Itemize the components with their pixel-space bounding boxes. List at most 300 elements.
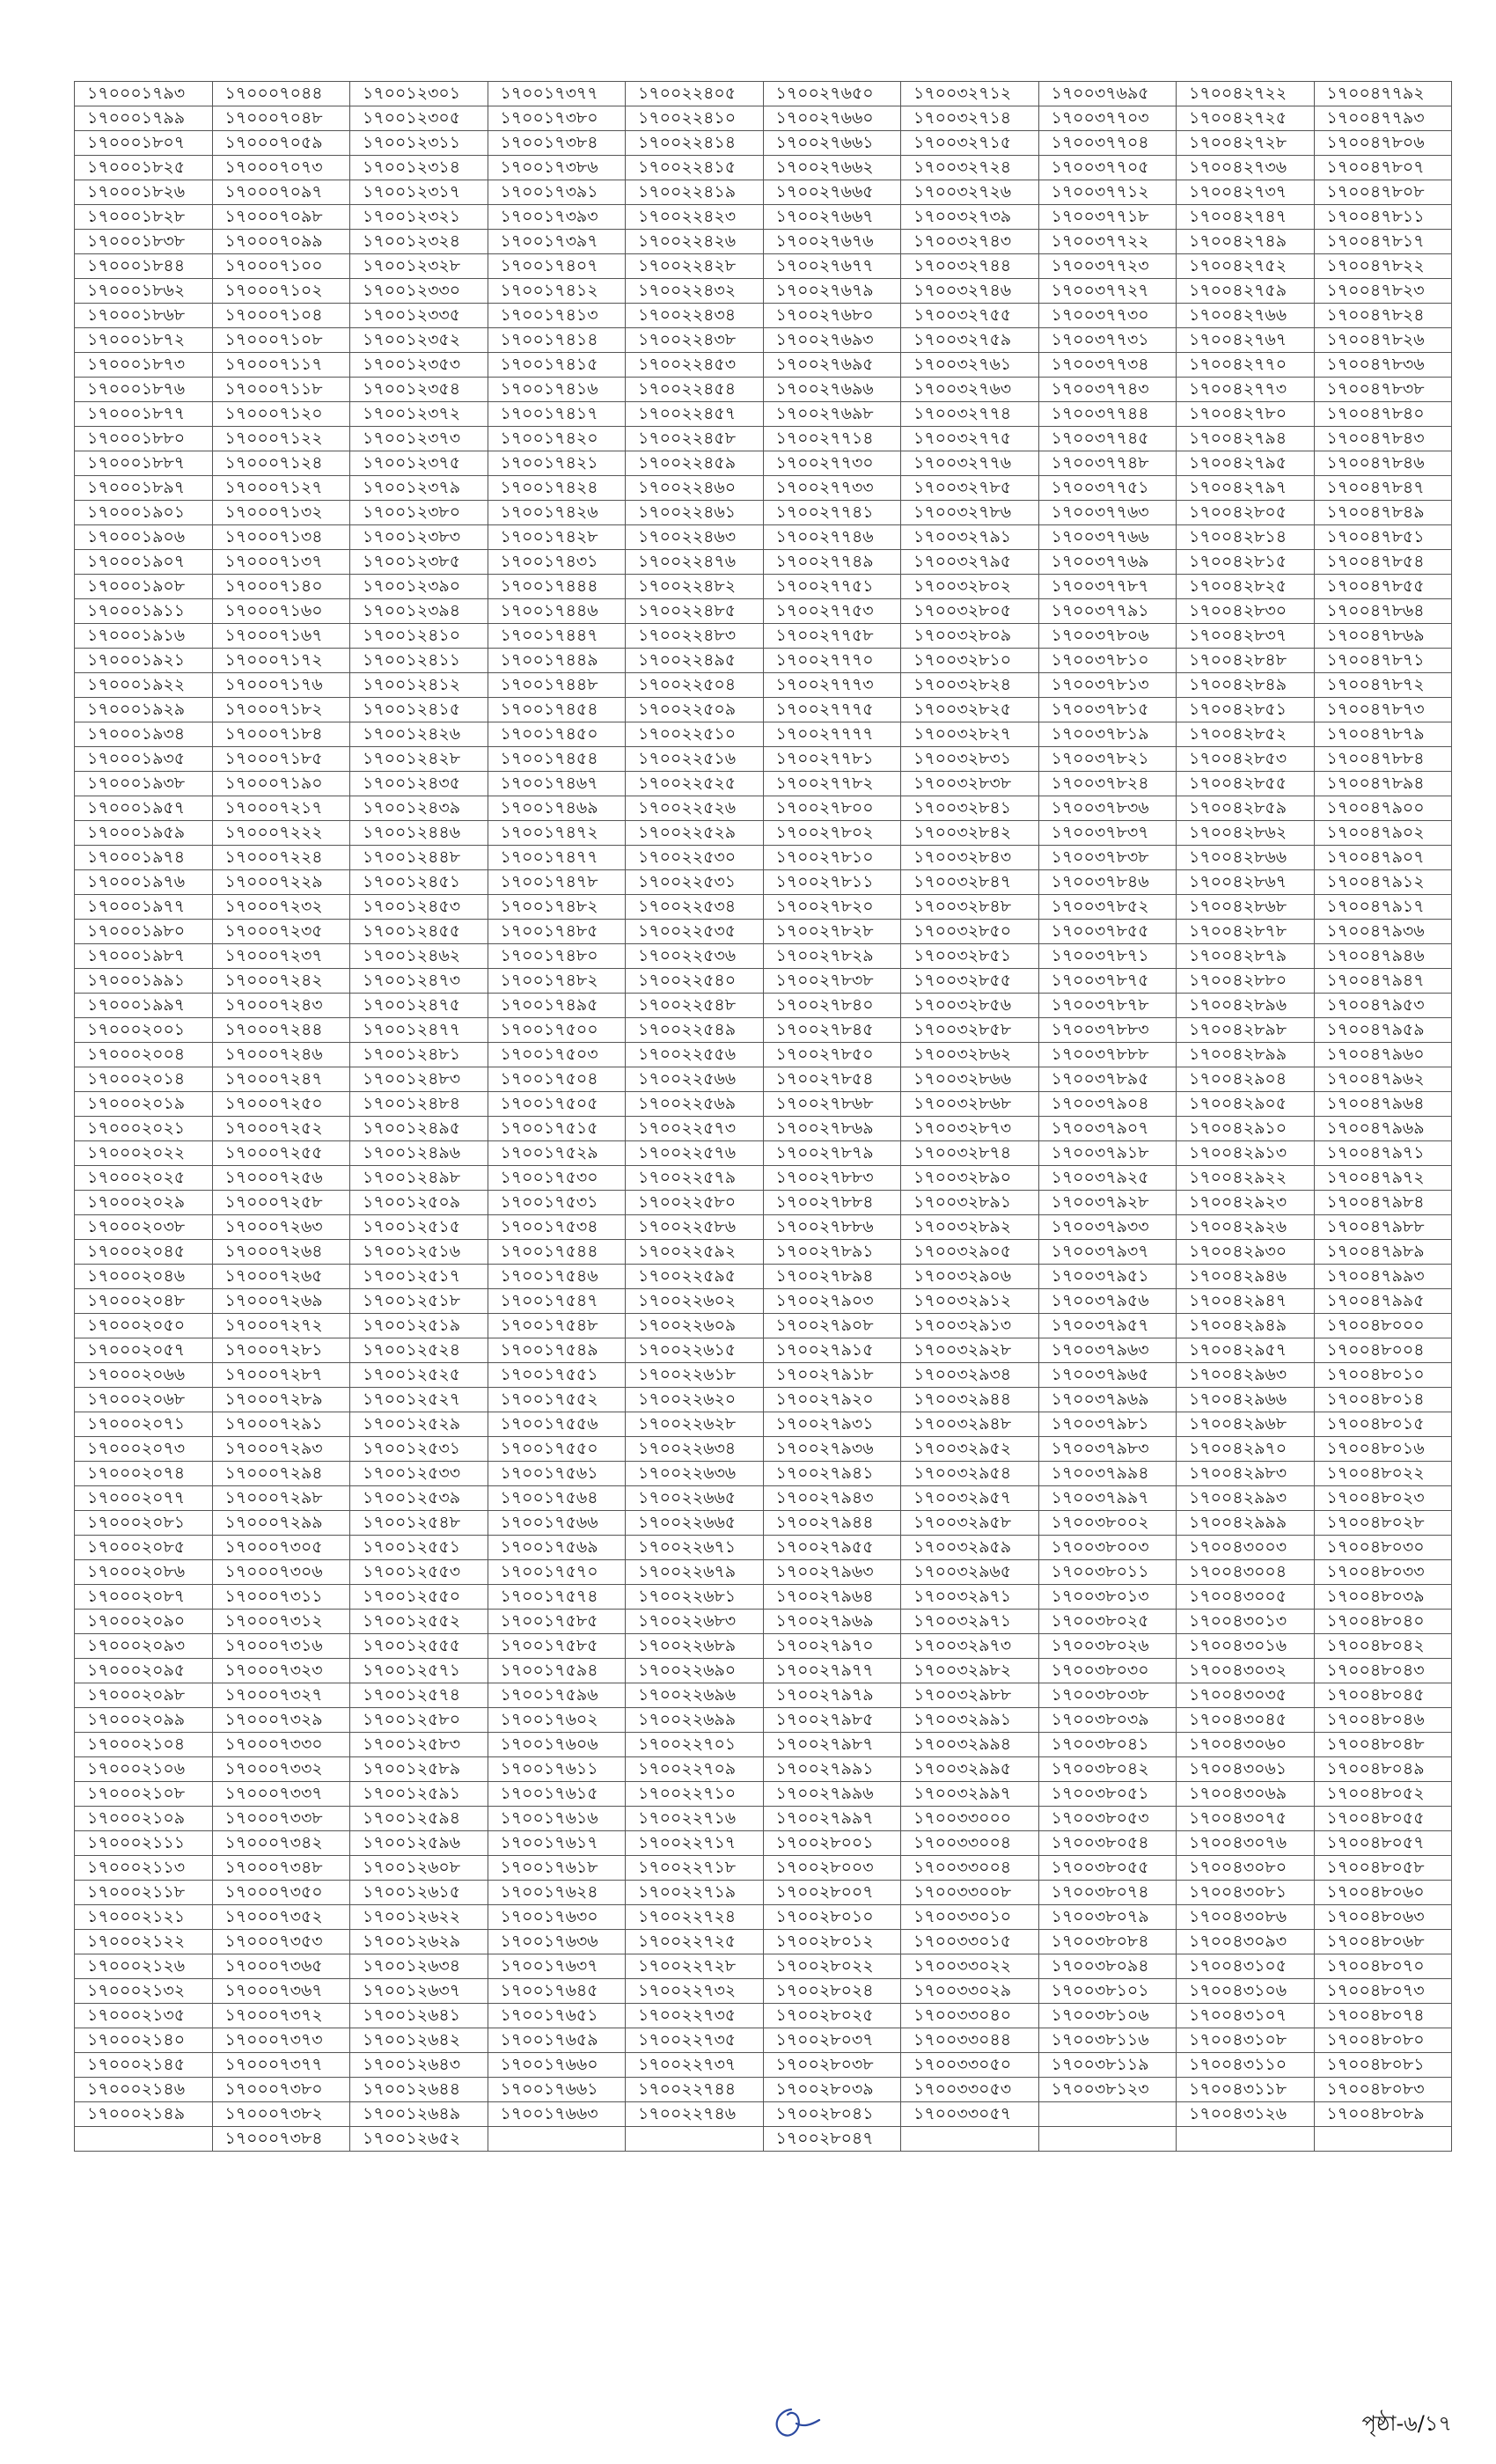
- roll-number-cell: ১৭০০৩৭৮২৪: [1038, 772, 1177, 796]
- roll-number-cell: ১৭০০৩২৭৭৪: [901, 402, 1039, 427]
- roll-number-cell: ১৭০০০৭১৩৪: [212, 525, 350, 550]
- roll-number-cell: ১৭০০২২৭১৯: [626, 1881, 764, 1905]
- roll-number-cell: ১৭০০১২৪২৮: [350, 747, 488, 772]
- roll-number-cell: ১৭০০২২৫০৯: [626, 698, 764, 722]
- roll-number-cell: ১৭০০৩৭৯৩৭: [1038, 1240, 1177, 1265]
- roll-number-cell: ১৭০০৪৮০৭০: [1314, 1954, 1452, 1979]
- roll-number-cell: ১৭০০২৭৮৪০: [763, 994, 901, 1018]
- roll-number-cell: ১৭০০২২৫৪০: [626, 969, 764, 994]
- roll-number-cell: ১৭০০৩২৮৩৮: [901, 772, 1039, 796]
- roll-number-cell: ১৭০০২২৪২৩: [626, 205, 764, 230]
- roll-number-cell: ১৭০০২২৪২৮: [626, 254, 764, 279]
- roll-number-cell: ১৭০০৪২৭৫২: [1177, 254, 1315, 279]
- roll-number-cell: ১৭০০১৭৬৩০: [488, 1905, 626, 1930]
- roll-number-cell: ১৭০০০২০২৯: [75, 1191, 213, 1215]
- table-row: [75, 2028, 1452, 2053]
- roll-number-cell: ১৭০০২২৫৪৮: [626, 994, 764, 1018]
- roll-number-cell: ১৭০০০৭০৭৩: [212, 156, 350, 180]
- roll-number-cell: ১৭০০১৭৪৭৮: [488, 870, 626, 895]
- roll-number-cell: ১৭০০৩৭৭৩৪: [1038, 353, 1177, 378]
- roll-number-cell: ১৭০০০৭১০২: [212, 279, 350, 304]
- roll-number-cell: ১৭০০০২০৯৯: [75, 1708, 213, 1733]
- roll-number-cell: ১৭০০৩৭৯০৪: [1038, 1092, 1177, 1117]
- roll-number-cell: ১৭০০২৭৯৬৯: [763, 1610, 901, 1634]
- roll-number-cell: ১৭০০২২৪৩৮: [626, 328, 764, 353]
- roll-number-cell: ১৭০০৩২৮৫৮: [901, 1018, 1039, 1043]
- roll-number-cell: ১৭০০২২৪১৯: [626, 180, 764, 205]
- roll-number-cell: ১৭০০২২৪৫৮: [626, 427, 764, 451]
- roll-number-cell: ১৭০০৪৮০৪৯: [1314, 1757, 1452, 1782]
- roll-number-cell: ১৭০০২২৪৭৬: [626, 550, 764, 575]
- table-row: [75, 673, 1452, 698]
- roll-number-cell: ১৭০০৪৩০৬৯: [1177, 1782, 1315, 1807]
- roll-number-cell: ১৭০০০৭২৬৫: [212, 1265, 350, 1289]
- roll-number-cell: ১৭০০৩২৯৭১: [901, 1585, 1039, 1610]
- roll-number-cell: ১৭০০১৭৪৬৭: [488, 772, 626, 796]
- roll-number-cell: ১৭০০২৭৯৯১: [763, 1757, 901, 1782]
- roll-number-cell: ১৭০০৩৩০০৪: [901, 1856, 1039, 1881]
- roll-number-cell: ১৭০০১২৪৪৬: [350, 821, 488, 846]
- roll-number-cell: ১৭০০১৭৪২৮: [488, 525, 626, 550]
- roll-number-cell: ১৭০০৩২৭৭৫: [901, 427, 1039, 451]
- roll-number-cell: ১৭০০৪৮০১৪: [1314, 1388, 1452, 1412]
- roll-number-cell: ১৭০০১২৫১৮: [350, 1289, 488, 1314]
- roll-number-cell: ১৭০০৩২৯৫২: [901, 1437, 1039, 1462]
- roll-number-cell: ১৭০০১৭৫২৯: [488, 1141, 626, 1166]
- roll-number-cell: ১৭০০৪৭৯৬৪: [1314, 1092, 1452, 1117]
- roll-number-cell: ১৭০০৩৭৭৪৮: [1038, 451, 1177, 476]
- roll-number-cell: ১৭০০২৭৭৩০: [763, 451, 901, 476]
- table-row: [75, 2004, 1452, 2028]
- roll-number-cell: ১৭০০০৭০৯৭: [212, 180, 350, 205]
- roll-number-cell: ১৭০০১৭৪৮২: [488, 895, 626, 920]
- roll-number-cell: ১৭০০০১৯২২: [75, 673, 213, 698]
- roll-number-cell: ১৭০০৪৭৯৯৫: [1314, 1289, 1452, 1314]
- roll-number-cell: ১৭০০৪২৯৮৩: [1177, 1462, 1315, 1486]
- roll-number-cell: ১৭০০৩২৯৩৪: [901, 1363, 1039, 1388]
- roll-number-cell: ১৭০০২২৫৯৫: [626, 1265, 764, 1289]
- roll-number-cell: ১৭০০২২৪৯৫: [626, 649, 764, 673]
- roll-number-cell: ১৭০০২২৫২৯: [626, 821, 764, 846]
- roll-number-cell: ১৭০০৪৭৮১৭: [1314, 230, 1452, 254]
- roll-number-cell: ১৭০০০১৮৩৮: [75, 230, 213, 254]
- roll-number-cell: ১৭০০৪২৮৪৯: [1177, 673, 1315, 698]
- table-row: [75, 1659, 1452, 1683]
- roll-number-cell: ১৭০০২২৫১০: [626, 722, 764, 747]
- roll-number-cell: ১৭০০০৭৩৩০: [212, 1733, 350, 1757]
- roll-number-cell: ১৭০০২৭৯৯৭: [763, 1807, 901, 1831]
- roll-number-cell: ১৭০০১২৩৭৩: [350, 427, 488, 451]
- roll-number-cell: ১৭০০৪২৭৯৫: [1177, 451, 1315, 476]
- roll-number-cell: ১৭০০৪৩০১৬: [1177, 1634, 1315, 1659]
- signature-mark: [765, 2401, 826, 2441]
- roll-number-cell: ১৭০০৩৭৬৯৫: [1038, 82, 1177, 106]
- roll-number-cell: ১৭০০১২৩৮৩: [350, 525, 488, 550]
- roll-number-cell: ১৭০০৪৭৮৩৮: [1314, 378, 1452, 402]
- roll-number-cell: ১৭০০০১৯০৮: [75, 575, 213, 599]
- table-row: [75, 106, 1452, 131]
- roll-number-cell: ১৭০০১৭৬২৪: [488, 1881, 626, 1905]
- roll-number-cell: ১৭০০৪৩০৬১: [1177, 1757, 1315, 1782]
- table-row: [75, 1954, 1452, 1979]
- roll-number-cell: ১৭০০২৭৭৭৫: [763, 698, 901, 722]
- roll-number-cell: ১৭০০১৭৪১৪: [488, 328, 626, 353]
- roll-number-cell: ১৭০০২৭৯৪১: [763, 1462, 901, 1486]
- roll-number-cell: ১৭০০০৭৩১৬: [212, 1634, 350, 1659]
- roll-number-cell: ১৭০০৪৭৮০৬: [1314, 131, 1452, 156]
- roll-number-cell: ১৭০০১৭৫৫১: [488, 1363, 626, 1388]
- roll-number-cell: ১৭০০০১৮৪৪: [75, 254, 213, 279]
- roll-number-cell: ১৭০০৩৮১২৩: [1038, 2078, 1177, 2102]
- roll-number-cell: ১৭০০০২০৪৮: [75, 1289, 213, 1314]
- table-row: [75, 1930, 1452, 1954]
- roll-number-cell: ১৭০০১২৬৪১: [350, 2004, 488, 2028]
- roll-number-cell: ১৭০০২৮০৩৮: [763, 2053, 901, 2078]
- roll-number-cell: ১৭০০৪২৭৮০: [1177, 402, 1315, 427]
- roll-number-cell: ১৭০০৪৮০১৫: [1314, 1412, 1452, 1437]
- roll-number-cell: ১৭০০২৭৭৫৮: [763, 624, 901, 649]
- table-row: [75, 1240, 1452, 1265]
- roll-number-cell: ১৭০০৩৭৮১৫: [1038, 698, 1177, 722]
- roll-number-cell: ১৭০০৩৩০২২: [901, 1954, 1039, 1979]
- roll-number-cell: ১৭০০১২৬৩৭: [350, 1979, 488, 2004]
- roll-number-cell: ১৭০০৪২৯৩০: [1177, 1240, 1315, 1265]
- roll-number-cell: ১৭০০১৭৪১৬: [488, 378, 626, 402]
- roll-number-cell: ১৭০০৪৮০৩০: [1314, 1536, 1452, 1560]
- roll-number-cell: ১৭০০০১৮৬৮: [75, 304, 213, 328]
- roll-number-cell: ১৭০০৩২৯৯৭: [901, 1782, 1039, 1807]
- roll-number-cell: ১৭০০০৭১১৭: [212, 353, 350, 378]
- roll-number-cell: ১৭০০৪২৯৫৭: [1177, 1338, 1315, 1363]
- roll-number-cell: ১৭০০০১৮৬২: [75, 279, 213, 304]
- roll-number-cell: ১৭০০১২৫৯১: [350, 1782, 488, 1807]
- roll-number-list: [74, 81, 1452, 2152]
- roll-number-cell: ১৭০০২৭৬৬৭: [763, 205, 901, 230]
- roll-number-cell: ১৭০০৩২৭৬৩: [901, 378, 1039, 402]
- roll-number-cell: ১৭০০১৭৫৫৬: [488, 1412, 626, 1437]
- roll-number-cell: ১৭০০৩৮০৪১: [1038, 1733, 1177, 1757]
- roll-number-cell: ১৭০০১৭৫৬৬: [488, 1511, 626, 1536]
- roll-number-cell: ১৭০০১৭৫৭০: [488, 1560, 626, 1585]
- roll-number-cell: ১৭০০২২৫৬৬: [626, 1067, 764, 1092]
- roll-number-cell: ১৭০০৪৮০৮০: [1314, 2028, 1452, 2053]
- roll-number-cell: ১৭০০১৭৪৮৫: [488, 920, 626, 944]
- roll-number-cell: ১৭০০৩৭৮৭৫: [1038, 969, 1177, 994]
- roll-number-cell: ১৭০০৩২৯৫৮: [901, 1511, 1039, 1536]
- roll-number-cell: ১৭০০১৭৫৩১: [488, 1191, 626, 1215]
- roll-number-cell: ১৭০০৩২৮৪৭: [901, 870, 1039, 895]
- roll-number-cell: ১৭০০৪৭৯০০: [1314, 796, 1452, 821]
- table-row: [75, 698, 1452, 722]
- roll-number-cell: ১৭০০০৭০৯৯: [212, 230, 350, 254]
- roll-number-cell: ১৭০০০৭০৪৮: [212, 106, 350, 131]
- roll-number-cell: ১৭০০০২০৯৩: [75, 1634, 213, 1659]
- roll-number-cell: ১৭০০২২৪৫৯: [626, 451, 764, 476]
- roll-number-cell: ১৭০০৪৩০৯৩: [1177, 1930, 1315, 1954]
- roll-number-cell: ১৭০০৩৮১০১: [1038, 1979, 1177, 2004]
- roll-number-cell: ১৭০০৪৩০৭৫: [1177, 1807, 1315, 1831]
- roll-number-cell: ১৭০০২৮০০৩: [763, 1856, 901, 1881]
- roll-number-cell: ১৭০০৩৭৮৩৮: [1038, 846, 1177, 870]
- roll-number-cell: ১৭০০১২৬২২: [350, 1905, 488, 1930]
- roll-number-cell: ১৭০০১৭৩৮০: [488, 106, 626, 131]
- roll-number-cell: ১৭০০০৭২১৭: [212, 796, 350, 821]
- table-row: [75, 1905, 1452, 1930]
- roll-number-cell: ১৭০০৪২৯৯৯: [1177, 1511, 1315, 1536]
- roll-number-cell: ১৭০০০২১৩৫: [75, 2004, 213, 2028]
- roll-number-cell: ১৭০০৪৮০৩৯: [1314, 1585, 1452, 1610]
- roll-number-cell: ১৭০০৪২৭২৫: [1177, 106, 1315, 131]
- roll-number-cell: ১৭০০৩৭৯৯৪: [1038, 1462, 1177, 1486]
- roll-number-cell: ১৭০০৩২৮৪১: [901, 796, 1039, 821]
- roll-number-cell: ১৭০০১২৩৫৩: [350, 353, 488, 378]
- roll-number-cell: ১৭০০০১৯১৬: [75, 624, 213, 649]
- roll-number-cell: [1314, 2127, 1452, 2152]
- roll-number-cell: ১৭০০১৭৩৯৭: [488, 230, 626, 254]
- roll-number-cell: ১৭০০৩৮১১৯: [1038, 2053, 1177, 2078]
- roll-number-cell: ১৭০০৪৮০২৩: [1314, 1486, 1452, 1511]
- roll-number-cell: ১৭০০৩২৭৮৬: [901, 501, 1039, 525]
- roll-number-cell: ১৭০০২৮০০৭: [763, 1881, 901, 1905]
- roll-number-cell: ১৭০০১৭৪৬৯: [488, 796, 626, 821]
- roll-number-cell: ১৭০০০৭০৫৯: [212, 131, 350, 156]
- roll-number-cell: ১৭০০৩২৮৯১: [901, 1191, 1039, 1215]
- roll-number-cell: ১৭০০৪৭৮৩৬: [1314, 353, 1452, 378]
- roll-number-cell: ১৭০০১২৫৩১: [350, 1437, 488, 1462]
- roll-number-cell: ১৭০০০১৯১১: [75, 599, 213, 624]
- table-row: [75, 82, 1452, 106]
- roll-number-cell: ১৭০০০৭২৪৩: [212, 994, 350, 1018]
- roll-number-cell: ১৭০০৩৭৭১২: [1038, 180, 1177, 205]
- roll-number-cell: ১৭০০২৭৮১০: [763, 846, 901, 870]
- roll-number-cell: ১৭০০৪২৯২৬: [1177, 1215, 1315, 1240]
- roll-number-cell: ১৭০০২২৬৭৯: [626, 1560, 764, 1585]
- roll-number-cell: ১৭০০০১৮৭৩: [75, 353, 213, 378]
- roll-number-cell: ১৭০০২২৪৬১: [626, 501, 764, 525]
- roll-number-cell: ১৭০০২৭৯০৩: [763, 1289, 901, 1314]
- roll-number-cell: ১৭০০২৭৬৯৮: [763, 402, 901, 427]
- roll-number-cell: ১৭০০৩৮০২৬: [1038, 1634, 1177, 1659]
- roll-number-cell: ১৭০০৩২৭২৪: [901, 156, 1039, 180]
- table-row: [75, 920, 1452, 944]
- roll-number-cell: [1038, 2102, 1177, 2127]
- roll-number-cell: ১৭০০১২৩৫৪: [350, 378, 488, 402]
- roll-number-cell: ১৭০০২২৪০৫: [626, 82, 764, 106]
- roll-number-cell: ১৭০০০১৯৯৭: [75, 994, 213, 1018]
- roll-number-cell: ১৭০০১৭৪১২: [488, 279, 626, 304]
- roll-number-cell: ১৭০০১২৪৭৫: [350, 994, 488, 1018]
- roll-number-cell: ১৭০০০২০১৪: [75, 1067, 213, 1092]
- roll-number-cell: ১৭০০২৭৮২৮: [763, 920, 901, 944]
- roll-number-cell: ১৭০০১২৪২৬: [350, 722, 488, 747]
- roll-number-cell: ১৭০০২২৪৬৩: [626, 525, 764, 550]
- roll-number-cell: ১৭০০২২৫২৫: [626, 772, 764, 796]
- roll-number-cell: ১৭০০৩২৭৪৩: [901, 230, 1039, 254]
- roll-number-cell: ১৭০০২৭৮০২: [763, 821, 901, 846]
- roll-number-cell: ১৭০০৩২৯৯৪: [901, 1733, 1039, 1757]
- roll-number-cell: ১৭০০০৭২৫৫: [212, 1141, 350, 1166]
- table-row: [75, 230, 1452, 254]
- roll-number-cell: ১৭০০২২৫৩৪: [626, 895, 764, 920]
- roll-number-cell: ১৭০০২৭৯৮৫: [763, 1708, 901, 1733]
- roll-number-cell: ১৭০০০৭৩২৯: [212, 1708, 350, 1733]
- table-row: [75, 870, 1452, 895]
- roll-number-cell: ১৭০০০৭৩৮৪: [212, 2127, 350, 2152]
- roll-number-cell: ১৭০০১২৫১৭: [350, 1265, 488, 1289]
- roll-number-cell: ১৭০০৩২৮৪২: [901, 821, 1039, 846]
- roll-number-cell: ১৭০০৪৭৯৫৩: [1314, 994, 1452, 1018]
- roll-number-cell: ১৭০০১৭৫৯৬: [488, 1683, 626, 1708]
- roll-number-cell: ১৭০০০৭২৫৬: [212, 1166, 350, 1191]
- roll-number-cell: ১৭০০৩৭৯৮১: [1038, 1412, 1177, 1437]
- roll-number-cell: ১৭০০১৭৪৫৪: [488, 698, 626, 722]
- roll-number-cell: ১৭০০৩২৮৪৮: [901, 895, 1039, 920]
- roll-number-cell: ১৭০০০১৯০৬: [75, 525, 213, 550]
- roll-number-cell: ১৭০০৩৩০০৮: [901, 1881, 1039, 1905]
- roll-number-cell: ১৭০০০৭৩০৫: [212, 1536, 350, 1560]
- roll-number-cell: ১৭০০২৭৯১৫: [763, 1338, 901, 1363]
- roll-number-cell: ১৭০০৪৩০৪৫: [1177, 1708, 1315, 1733]
- table-row: [75, 2102, 1452, 2127]
- roll-number-cell: ১৭০০২২৪৮৩: [626, 624, 764, 649]
- roll-number-cell: ১৭০০৪৭৯৮৯: [1314, 1240, 1452, 1265]
- roll-number-cell: ১৭০০৪৩০৩৫: [1177, 1683, 1315, 1708]
- roll-number-cell: ১৭০০০২০৮৭: [75, 1585, 213, 1610]
- roll-number-cell: ১৭০০২২৫৯২: [626, 1240, 764, 1265]
- roll-number-cell: ১৭০০১২৪৪৮: [350, 846, 488, 870]
- roll-number-cell: ১৭০০২২৭৪৬: [626, 2102, 764, 2127]
- roll-number-cell: ১৭০০৩২৭৯৫: [901, 550, 1039, 575]
- roll-number-cell: ১৭০০৩৭৯৮৩: [1038, 1437, 1177, 1462]
- roll-number-cell: ১৭০০২২৭৪৪: [626, 2078, 764, 2102]
- table-row: [75, 1979, 1452, 2004]
- roll-number-cell: ১৭০০৪৭৮১১: [1314, 205, 1452, 230]
- roll-number-cell: ১৭০০৩৭৮১৯: [1038, 722, 1177, 747]
- roll-number-cell: ১৭০০১৭৫১৫: [488, 1117, 626, 1141]
- roll-number-cell: ১৭০০২২৭৩২: [626, 1979, 764, 2004]
- roll-number-cell: ১৭০০২৭৯৫৫: [763, 1536, 901, 1560]
- roll-number-cell: ১৭০০১৭৪১৫: [488, 353, 626, 378]
- roll-number-cell: ১৭০০৪৭৮৫৪: [1314, 550, 1452, 575]
- roll-number-cell: ১৭০০১৭৬৫১: [488, 2004, 626, 2028]
- roll-number-cell: ১৭০০৪৮০৪০: [1314, 1610, 1452, 1634]
- roll-number-cell: ১৭০০৪৭৭৯২: [1314, 82, 1452, 106]
- roll-number-cell: ১৭০০১২৪৮৩: [350, 1067, 488, 1092]
- roll-number-cell: ১৭০০২৭৯৬৪: [763, 1585, 901, 1610]
- roll-number-cell: ১৭০০২২৪৩২: [626, 279, 764, 304]
- roll-number-cell: ১৭০০২২৭২৪: [626, 1905, 764, 1930]
- roll-number-cell: ১৭০০৪২৮৬৬: [1177, 846, 1315, 870]
- roll-number-cell: ১৭০০১২৩৮০: [350, 501, 488, 525]
- roll-number-cell: ১৭০০৩৭৮৭১: [1038, 944, 1177, 969]
- roll-number-cell: ১৭০০৪৩১০৬: [1177, 1979, 1315, 2004]
- roll-number-cell: ১৭০০৪৭৮২৬: [1314, 328, 1452, 353]
- roll-number-cell: ১৭০০২২৪৮২: [626, 575, 764, 599]
- roll-number-cell: ১৭০০১২৩০৫: [350, 106, 488, 131]
- roll-number-cell: ১৭০০৩২৮৬৬: [901, 1067, 1039, 1092]
- roll-number-cell: ১৭০০২৭৬৬৫: [763, 180, 901, 205]
- roll-number-cell: ১৭০০২২৬৮৩: [626, 1610, 764, 1634]
- table-row: [75, 1831, 1452, 1856]
- roll-number-cell: ১৭০০৪৮০৭৩: [1314, 1979, 1452, 2004]
- roll-number-cell: ১৭০০৩২৭৩৯: [901, 205, 1039, 230]
- roll-number-cell: ১৭০০২২৬১৮: [626, 1363, 764, 1388]
- roll-number-cell: ১৭০০৪৭৮২৩: [1314, 279, 1452, 304]
- roll-number-cell: ১৭০০৪৭৯৭১: [1314, 1141, 1452, 1166]
- roll-number-cell: ১৭০০১৭৬৪৫: [488, 1979, 626, 2004]
- roll-number-cell: ১৭০০০৭২৯৪: [212, 1462, 350, 1486]
- roll-number-cell: ১৭০০১২৫৫০: [350, 1585, 488, 1610]
- roll-number-cell: ১৭০০১২৪১৫: [350, 698, 488, 722]
- roll-number-cell: ১৭০০১৭৪৪৯: [488, 649, 626, 673]
- roll-number-cell: ১৭০০৩২৯০৫: [901, 1240, 1039, 1265]
- roll-number-cell: ১৭০০৩২৭৯১: [901, 525, 1039, 550]
- roll-number-cell: ১৭০০৪৮০৮৯: [1314, 2102, 1452, 2127]
- roll-number-cell: ১৭০০১৭৪৭২: [488, 821, 626, 846]
- roll-number-cell: ১৭০০০৭২৮১: [212, 1338, 350, 1363]
- roll-number-cell: ১৭০০৪৩০৩২: [1177, 1659, 1315, 1683]
- table-row: [75, 969, 1452, 994]
- roll-number-cell: ১৭০০০২১৪৯: [75, 2102, 213, 2127]
- roll-number-cell: ১৭০০১৭৬৬৩: [488, 2102, 626, 2127]
- roll-number-cell: ১৭০০৪২৯৯৩: [1177, 1486, 1315, 1511]
- roll-number-cell: ১৭০০৪৮০৪৬: [1314, 1708, 1452, 1733]
- roll-number-cell: ১৭০০০১৯৭৪: [75, 846, 213, 870]
- roll-number-cell: ১৭০০৪৭৮০৮: [1314, 180, 1452, 205]
- roll-number-cell: ১৭০০০২০০৪: [75, 1043, 213, 1067]
- roll-number-cell: ১৭০০২২৫৬৯: [626, 1092, 764, 1117]
- roll-number-cell: ১৭০০১২৪৮১: [350, 1043, 488, 1067]
- roll-number-cell: ১৭০০৩৩০১০: [901, 1905, 1039, 1930]
- roll-number-cell: ১৭০০১২৩৯০: [350, 575, 488, 599]
- roll-number-cell: ১৭০০৩২৭১৫: [901, 131, 1039, 156]
- roll-number-cell: ১৭০০০২০৪৬: [75, 1265, 213, 1289]
- roll-number-cell: ১৭০০১২৫২৫: [350, 1363, 488, 1388]
- roll-number-cell: ১৭০০১২৬৩৪: [350, 1954, 488, 1979]
- roll-number-cell: ১৭০০৩২৮০৫: [901, 599, 1039, 624]
- table-row: [75, 1757, 1452, 1782]
- roll-number-cell: ১৭০০০৭৩৬৫: [212, 1954, 350, 1979]
- roll-number-cell: ১৭০০২২৫৮৬: [626, 1215, 764, 1240]
- roll-number-cell: ১৭০০৩৩০২৯: [901, 1979, 1039, 2004]
- roll-number-cell: ১৭০০০২০৯০: [75, 1610, 213, 1634]
- roll-number-cell: ১৭০০৩৭৭৯১: [1038, 599, 1177, 624]
- roll-table-body: [75, 82, 1452, 2152]
- roll-number-cell: ১৭০০১৭৫৬৯: [488, 1536, 626, 1560]
- roll-number-cell: ১৭০০৩২৭৮৫: [901, 476, 1039, 501]
- roll-number-cell: ১৭০০৩২৮৫১: [901, 944, 1039, 969]
- roll-number-cell: ১৭০০৩২৯১৩: [901, 1314, 1039, 1338]
- roll-number-cell: ১৭০০৪২৭৪৭: [1177, 205, 1315, 230]
- roll-number-cell: ১৭০০৩২৮৭৩: [901, 1117, 1039, 1141]
- roll-number-cell: ১৭০০০১৯০১: [75, 501, 213, 525]
- roll-number-cell: ১৭০০২৭৬৯৫: [763, 353, 901, 378]
- roll-number-cell: ১৭০০১৭৫৯৪: [488, 1659, 626, 1683]
- table-row: [75, 402, 1452, 427]
- roll-number-cell: ১৭০০২২৫৭৯: [626, 1166, 764, 1191]
- roll-number-cell: ১৭০০০২০৮৫: [75, 1536, 213, 1560]
- roll-number-cell: ১৭০০১৭৫৫২: [488, 1388, 626, 1412]
- table-row: [75, 2078, 1452, 2102]
- roll-number-cell: ১৭০০২২৬৬৫: [626, 1486, 764, 1511]
- roll-number-cell: ১৭০০৪২৭৯৭: [1177, 476, 1315, 501]
- roll-number-cell: ১৭০০৪২৮৮০: [1177, 969, 1315, 994]
- roll-number-cell: ১৭০০৪৩১১০: [1177, 2053, 1315, 2078]
- roll-number-cell: ১৭০০৪৮০৫৫: [1314, 1807, 1452, 1831]
- roll-number-cell: ১৭০০১৭৪৪৬: [488, 599, 626, 624]
- roll-number-cell: ১৭০০০২১০৮: [75, 1782, 213, 1807]
- table-row: [75, 378, 1452, 402]
